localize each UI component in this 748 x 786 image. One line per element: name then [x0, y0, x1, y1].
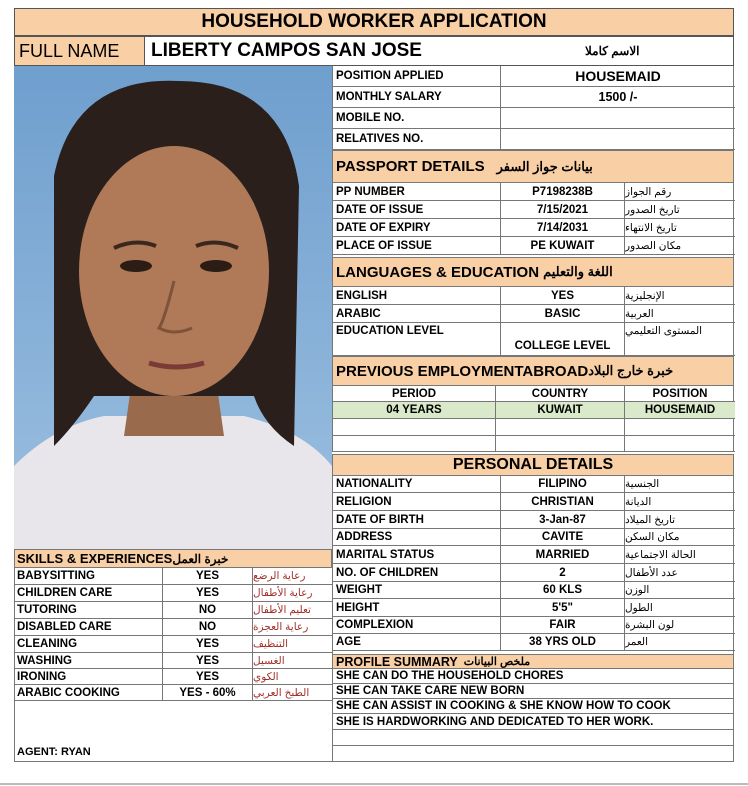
- field-row: [333, 87, 735, 108]
- personal-details-header: PERSONAL DETAILS: [332, 454, 734, 476]
- field-row: [333, 108, 735, 129]
- language-row: EDUCATION LEVEL COLLEGE LEVEL المستوى التعليمي: [333, 323, 735, 356]
- summary-line: [333, 746, 733, 761]
- passport-table: [332, 183, 734, 257]
- skill-row: DISABLED CARE NO رعاية العجزة: [15, 619, 333, 636]
- field-value: [501, 108, 735, 128]
- personal-details-table: [332, 476, 734, 654]
- page-title: HOUSEHOLD WORKER APPLICATION: [201, 11, 547, 32]
- skill-row: CLEANING YES التنظيف: [15, 636, 333, 653]
- passport-row: DATE OF EXPIRY 7/14/2031 تاريخ الانتهاء: [333, 219, 735, 237]
- language-row: ARABIC BASIC العربية: [333, 305, 735, 323]
- personal-row: DATE OF BIRTH 3-Jan-87 تاريخ الميلاد: [333, 511, 735, 529]
- skill-row: BABYSITTING YES رعاية الرضع: [15, 568, 333, 585]
- top-fields: [332, 66, 734, 150]
- full-name-arabic: الاسم كاملا: [585, 44, 640, 58]
- skill-row: IRONING YES الكوي: [15, 669, 333, 685]
- personal-row: WEIGHT 60 KLS الوزن: [333, 582, 735, 599]
- summary-line: SHE CAN TAKE CARE NEW BORN: [333, 684, 733, 699]
- previous-employment-table: [332, 386, 734, 452]
- skill-row: ARABIC COOKING YES - 60% الطبخ العربي: [15, 685, 333, 701]
- field-value: [501, 129, 735, 149]
- bottom-divider: [0, 783, 748, 785]
- field-row: [333, 129, 735, 150]
- field-value: 1500 /-: [598, 90, 638, 104]
- personal-row: HEIGHT 5'5" الطول: [333, 599, 735, 617]
- summary-line: [333, 730, 733, 746]
- employment-header-row: PERIOD COUNTRY POSITION: [333, 386, 735, 402]
- agent-box: [14, 702, 332, 762]
- personal-row: COMPLEXION FAIR لون البشرة: [333, 617, 735, 634]
- languages-table: [332, 287, 734, 356]
- personal-row: NO. OF CHILDREN 2 عدد الأطفال: [333, 564, 735, 582]
- profile-summary-header: PROFILE SUMMARY ملخص البيانات: [332, 654, 734, 669]
- profile-summary-lines: [332, 669, 734, 762]
- personal-row: AGE 38 YRS OLD العمر: [333, 634, 735, 651]
- passport-row: PP NUMBER P7198238B رقم الجواز: [333, 183, 735, 201]
- skill-row: WASHING YES الغسيل: [15, 653, 333, 669]
- passport-row: DATE OF ISSUE 7/15/2021 تاريخ الصدور: [333, 201, 735, 219]
- field-label: RELATIVES NO.: [333, 129, 501, 149]
- employment-row: 04 YEARS KUWAIT HOUSEMAID: [333, 402, 735, 419]
- agent-label: AGENT: RYAN: [17, 746, 91, 758]
- applicant-photo: [14, 66, 332, 549]
- personal-row: MARITAL STATUS MARRIED الحالة الاجتماعية: [333, 546, 735, 564]
- skill-row: CHILDREN CARE YES رعاية الأطفال: [15, 585, 333, 602]
- title-bar: [14, 8, 734, 36]
- employment-row: [333, 419, 735, 436]
- field-label: MOBILE NO.: [333, 108, 501, 128]
- full-name-row: [14, 36, 734, 66]
- personal-row: ADDRESS CAVITE مكان السكن: [333, 529, 735, 546]
- personal-row: NATIONALITY FILIPINO الجنسية: [333, 476, 735, 493]
- field-row: [333, 66, 735, 87]
- employment-row: [333, 436, 735, 452]
- passport-row: PLACE OF ISSUE PE KUWAIT مكان الصدور: [333, 237, 735, 255]
- languages-header: LANGUAGES & EDUCATION اللغة والتعليم: [332, 257, 734, 287]
- passport-header: PASSPORT DETAILS بيانات جواز السفر: [332, 150, 734, 183]
- full-name-label: FULL NAME: [15, 37, 145, 65]
- skills-header: SKILLS & EXPERIENCES خبرة العمل: [14, 549, 332, 568]
- field-label: MONTHLY SALARY: [333, 87, 501, 107]
- summary-line: SHE IS HARDWORKING AND DEDICATED TO HER WORK.: [333, 714, 733, 730]
- field-value: HOUSEMAID: [575, 68, 661, 84]
- field-label: POSITION APPLIED: [333, 66, 501, 86]
- skill-row: TUTORING NO تعليم الأطفال: [15, 602, 333, 619]
- skills-table: [14, 568, 332, 702]
- summary-line: SHE CAN DO THE HOUSEHOLD CHORES: [333, 669, 733, 684]
- summary-line: SHE CAN ASSIST IN COOKING & SHE KNOW HOW TO COOK: [333, 699, 733, 714]
- language-row: ENGLISH YES الإنجليزية: [333, 287, 735, 305]
- previous-employment-header: PREVIOUS EMPLOYMENTABROAD خبرة خارج البلاد: [332, 356, 734, 386]
- full-name-value: LIBERTY CAMPOS SAN JOSE: [151, 40, 422, 61]
- personal-row: RELIGION CHRISTIAN الديانة: [333, 493, 735, 511]
